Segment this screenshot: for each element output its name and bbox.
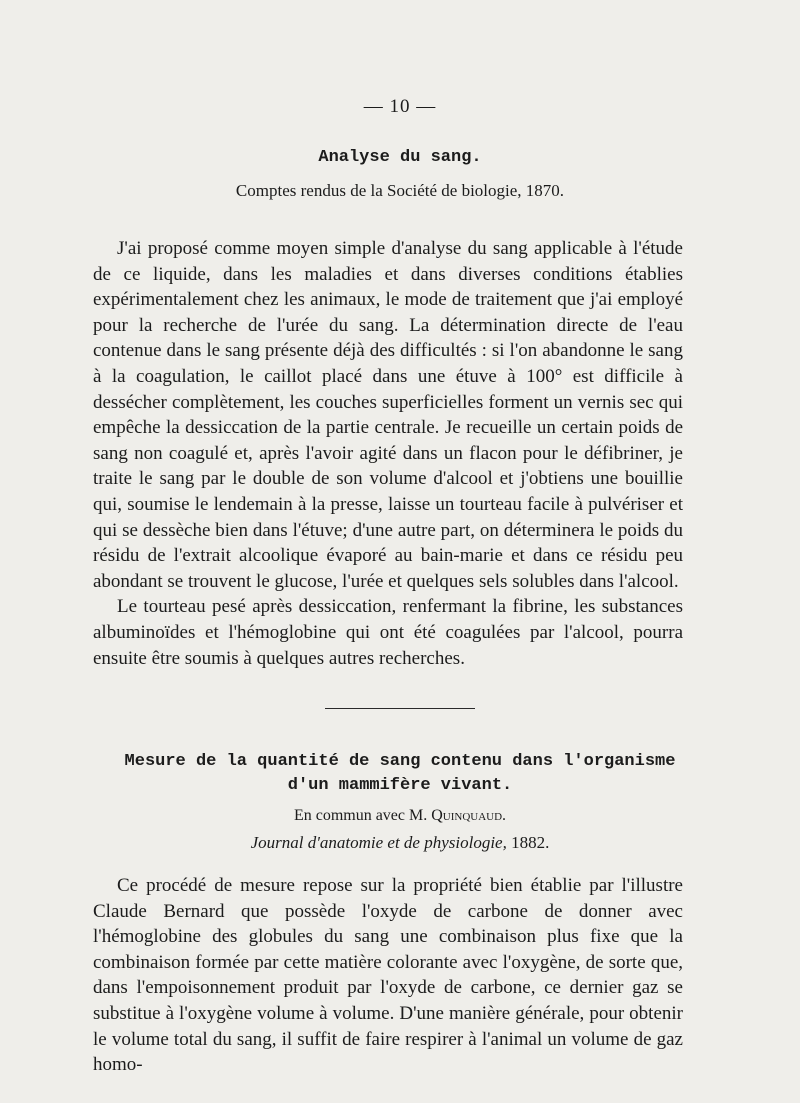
collab-prefix: En commun avec M.: [293, 807, 432, 824]
section-title-mesure-line2: d'un mammifère vivant.: [287, 776, 513, 795]
section-divider: [325, 708, 475, 709]
section-reference: Comptes rendus de la Société de biologie, 1870.: [235, 181, 565, 200]
section2-body: [93, 873, 683, 1078]
section1-body: [93, 236, 683, 671]
journal-year: 1882.: [506, 833, 550, 852]
page-number: — 10 —: [363, 96, 437, 117]
paragraph: Ce procédé de mesure repose sur la propriété bien établie par l'illustre Claude Bernard que possède l'oxyde de carbone de donner avec l'hémoglobine des globules du sang une combinaison plus fixe que la combinaison formée par cette matière colorante avec l'oxygène, de sorte que, dans l'empoisonnement produit par l'oxyde de carbone, ce dernier gaz se substitue à l'oxygène volume à volume. D'une manière générale, pour obtenir le volume total du sang, il suffit de faire respirer à l'animal un volume de gaz homo-: [93, 875, 683, 1076]
collaboration-line: [0, 807, 800, 825]
collab-name: Quinquaud.: [431, 807, 507, 824]
journal-reference: [0, 833, 800, 853]
paragraph: Le tourteau pesé après dessiccation, renfermant la fibrine, les substances albuminoïdes et l'hémoglobine qui ont été coagulées par l'alcool, pourra ensuite être soumis à quelques autres recherches.: [93, 596, 683, 669]
paragraph: J'ai proposé comme moyen simple d'analyse du sang applicable à l'étude de ce liquide, dans les maladies et dans diverses conditions établies expérimentalement chez les animaux, le mode de traitement que j'ai employé pour la recherche de l'urée du sang. La détermination directe de l'eau contenue dans le sang présente déjà des difficultés : si l'on abandonne le sang à la coagulation, le caillot placé dans une étuve à 100° est difficile à dessécher complètement, les couches superficielles forment un vernis sec qui empêche la dessiccation de la partie centrale. Je recueille un certain poids de sang non coagulé et, après l'avoir agité dans un flacon pour le défibriner, je traite le sang par le double de son volume d'alcool et j'obtiens une bouillie qui, soumise le lendemain à la presse, laisse un tourteau facile à pulvériser et qui se dessèche bien dans l'étuve; d'une autre part, on déterminera le poids du résidu de l'extrait alcoolique évaporé au bain-marie et dans ce résidu peu abondant se trouvent le glucose, l'urée et quelques sels solubles dans l'alcool.: [93, 238, 683, 592]
section-title-analyse: Analyse du sang.: [318, 148, 482, 167]
journal-title: Journal d'anatomie et de physiologie,: [250, 833, 507, 852]
section-title-mesure-line1: Mesure de la quantité de sang contenu dans l'organisme: [124, 752, 676, 771]
